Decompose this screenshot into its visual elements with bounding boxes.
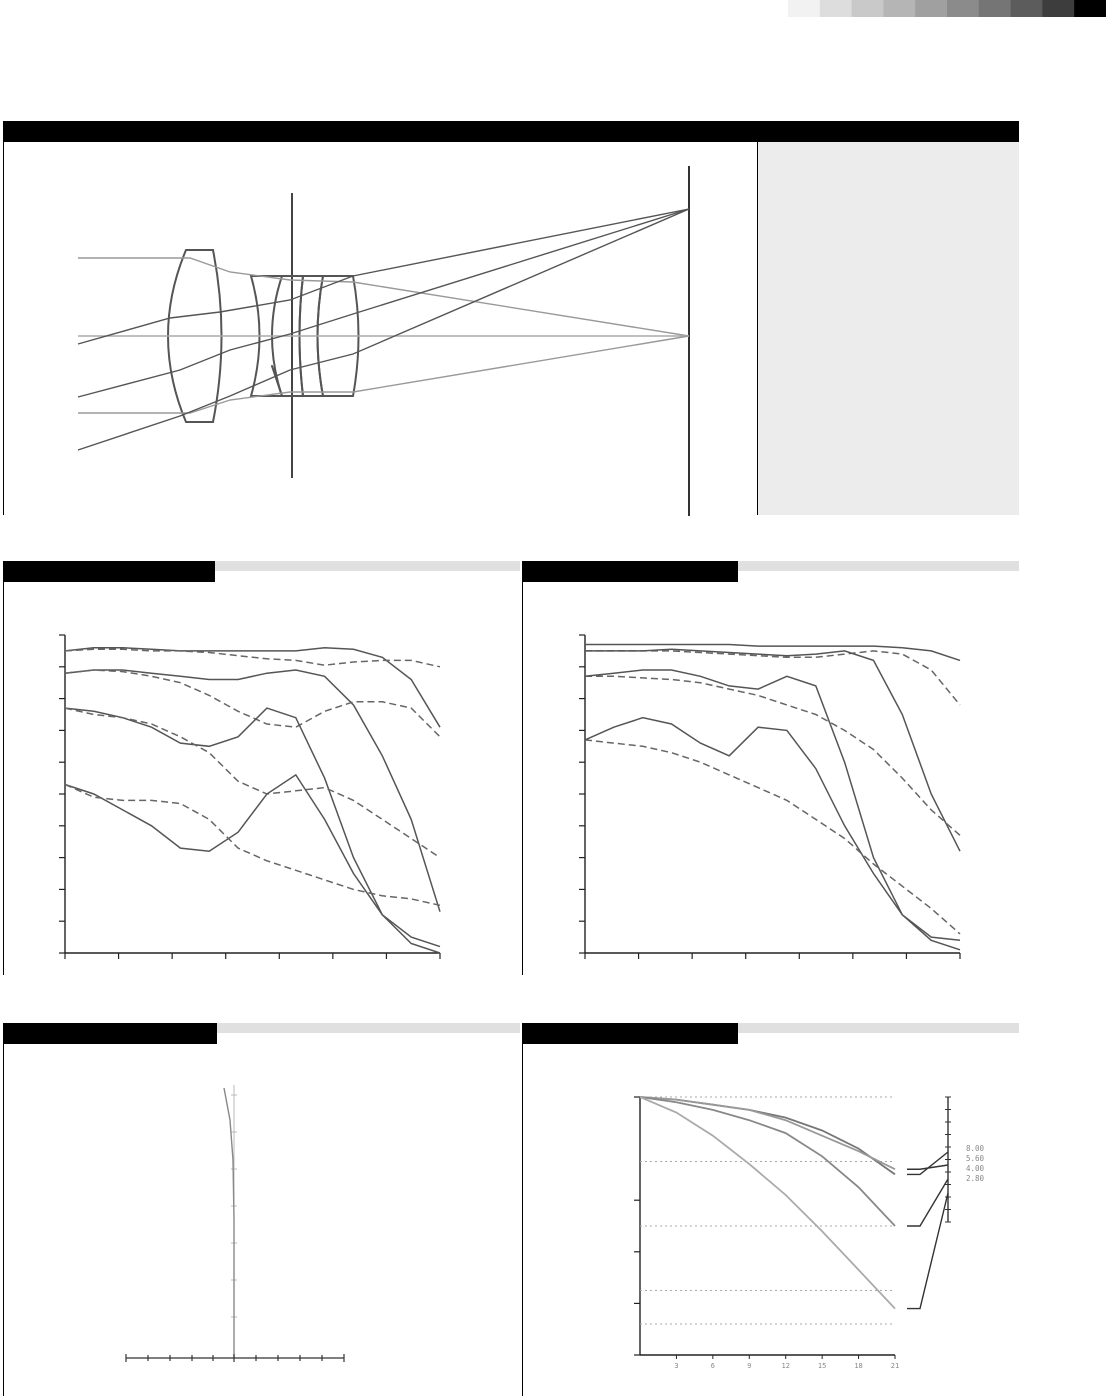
gray-step (883, 0, 915, 17)
distortion-header-tab (217, 1023, 520, 1033)
distortion-header (3, 1023, 217, 1044)
gray-step (1042, 0, 1074, 17)
lens-layout-diagram (0, 142, 760, 522)
lens-section-header (3, 121, 1019, 142)
x-tick-label: 9 (747, 1362, 752, 1370)
mtf-series-3 (585, 649, 960, 851)
legend-label: 5.60 (966, 1154, 985, 1163)
vignetting-axes (634, 1097, 895, 1359)
vignetting-x-labels (674, 1362, 899, 1370)
mtf-series-1 (65, 648, 440, 728)
mtf-left-header (3, 561, 215, 582)
vignetting-series-4 (640, 1097, 895, 1309)
ray-field-1 (78, 209, 689, 344)
mtf-axes (59, 635, 440, 959)
legend-connector (907, 1152, 948, 1174)
x-tick-label: 12 (781, 1362, 790, 1370)
mtf-right-header-tab (738, 561, 1019, 571)
gray-step (1074, 0, 1106, 17)
mtf-chart-right (560, 620, 990, 970)
x-tick-label: 21 (890, 1362, 900, 1370)
vignetting-chart (610, 1080, 1030, 1380)
x-tick-label: 6 (710, 1362, 715, 1370)
mtf-right-header (523, 561, 738, 582)
gray-step (915, 0, 947, 17)
x-tick-label: 15 (817, 1362, 827, 1370)
vignetting-panel-border (522, 1023, 523, 1396)
distortion-x-axis (126, 1354, 344, 1362)
legend-label: 8.00 (966, 1144, 985, 1153)
mtf-series-4 (65, 670, 440, 737)
legend-label: 2.80 (966, 1174, 985, 1183)
gray-step (947, 0, 979, 17)
mtf-series-6 (585, 740, 960, 934)
gray-step (788, 0, 820, 17)
mtf-series-8 (65, 785, 440, 906)
mtf-curves (65, 648, 440, 953)
legend-label: 4.00 (966, 1164, 985, 1173)
distortion-chart (110, 1080, 370, 1370)
gray-step (852, 0, 884, 17)
mtf-curves (585, 645, 960, 950)
distortion-panel-border (3, 1044, 4, 1396)
mtf-series-7 (65, 775, 440, 953)
vignetting-header-tab (738, 1023, 1019, 1033)
x-tick-label: 3 (674, 1362, 679, 1370)
lens-spec-sidebar (758, 142, 1019, 515)
vignetting-legend (907, 1097, 985, 1309)
ray-field-3 (78, 209, 689, 450)
legend-connector (907, 1165, 948, 1169)
mtf-left-header-tab (215, 561, 520, 571)
mtf-series-5 (65, 708, 440, 947)
mtf-series-5 (585, 670, 960, 940)
mtf-series-1 (585, 645, 960, 661)
x-tick-label: 18 (854, 1362, 863, 1370)
vignetting-series-2 (640, 1097, 895, 1169)
mtf-series-6 (65, 708, 440, 858)
gray-step (979, 0, 1011, 17)
gray-step (820, 0, 852, 17)
mtf-series-3 (65, 670, 440, 912)
mtf-series-4 (585, 676, 960, 835)
vignetting-header (523, 1023, 738, 1044)
grayscale-strip (788, 0, 1106, 17)
mtf-right-panel-border (522, 561, 523, 975)
legend-connector (907, 1193, 948, 1309)
gray-step (1011, 0, 1043, 17)
light-rays (78, 209, 689, 450)
vignetting-curves (640, 1097, 895, 1309)
ray-axial-bottom (78, 336, 689, 413)
mtf-chart-left (40, 620, 470, 970)
mtf-left-panel-border (3, 582, 4, 975)
vignetting-series-1 (640, 1097, 895, 1174)
